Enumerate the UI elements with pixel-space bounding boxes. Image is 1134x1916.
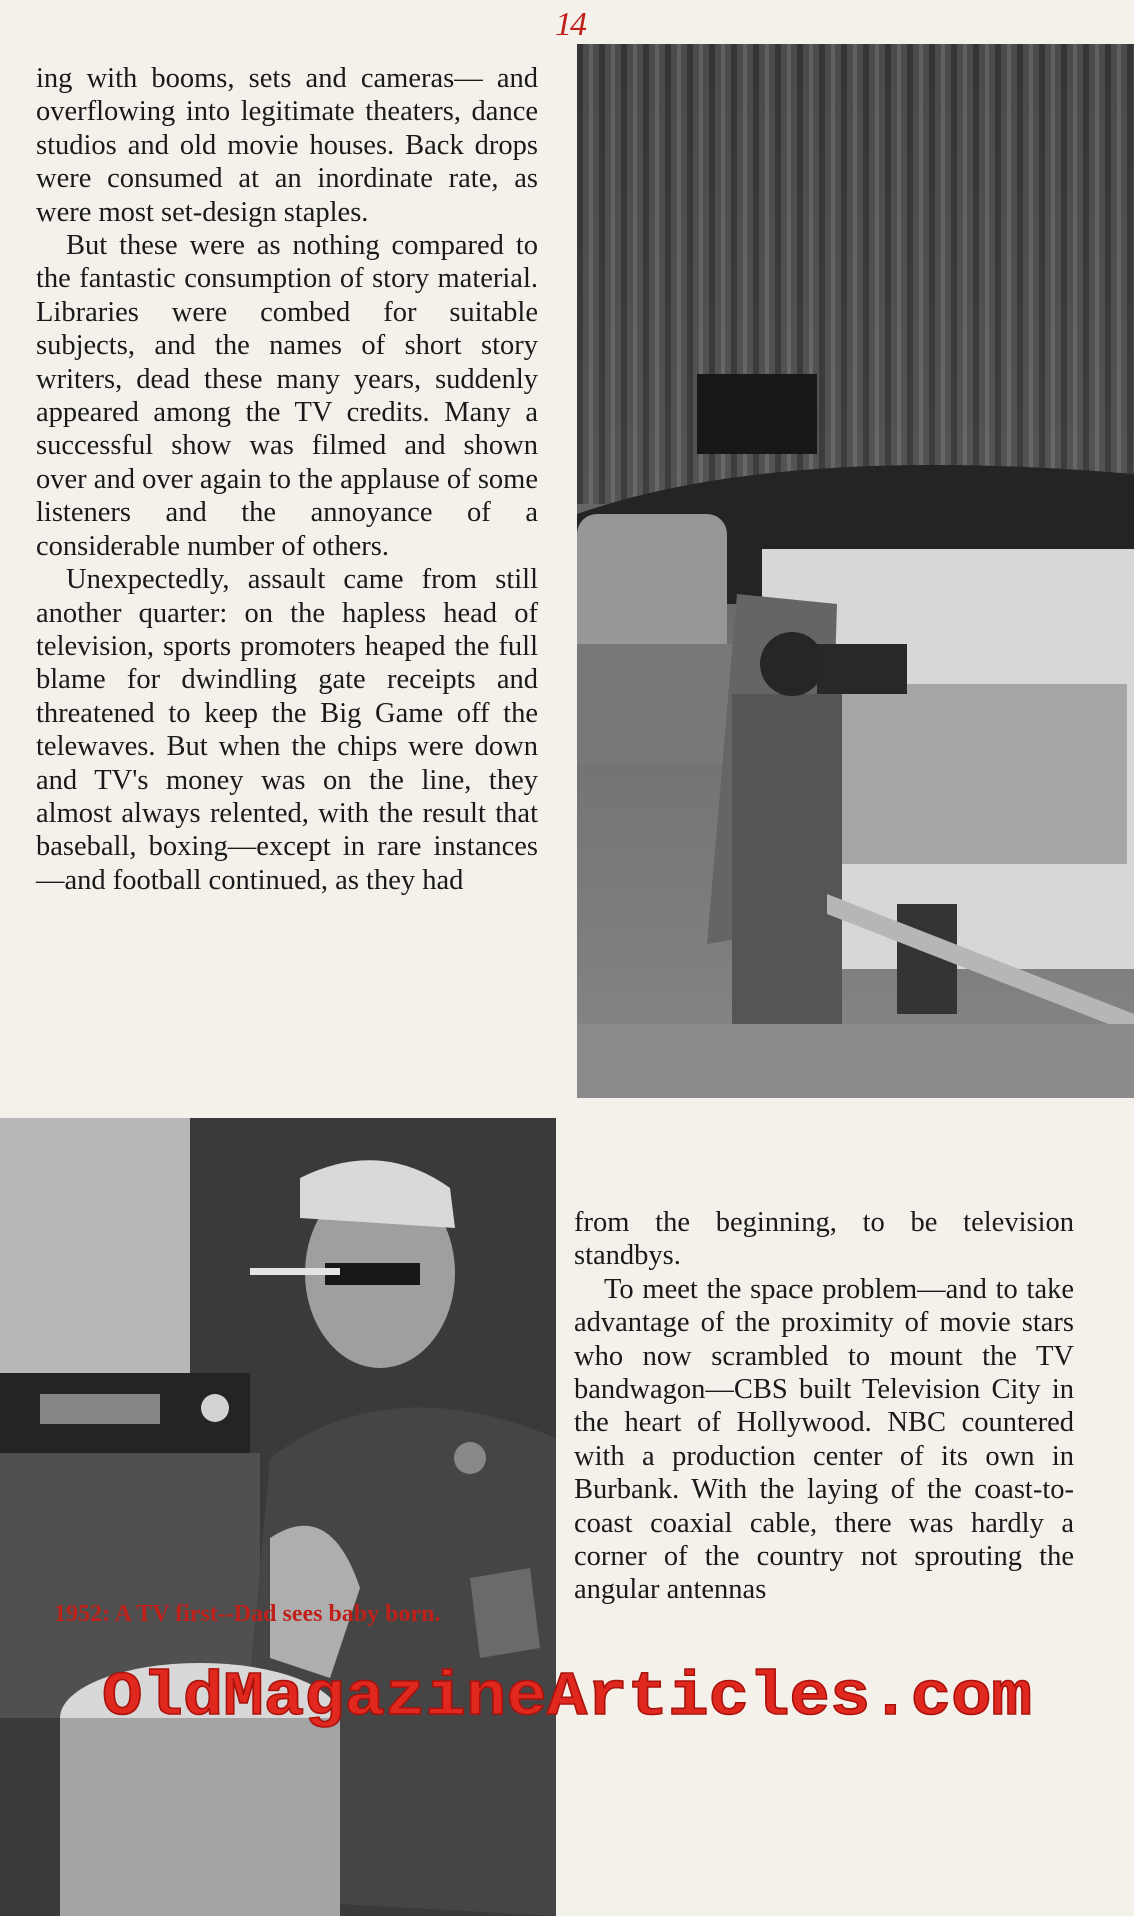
article-paragraph: But these were as nothing compared to the fantastic consumption of story material. Libraries were combed for suitable subjects, and the names of short story writers, dead these many years, suddenly appeared among the TV credits. Many a successful show was filmed and shown over and over again to the applause of some listeners and the annoyance of a considerable number of others. [36,230,538,562]
photo-caption: 1952: A TV first--Dad sees baby born. [54,1601,441,1627]
tv-studio-camera-photo [577,44,1134,1098]
article-paragraph: ing with booms, sets and cameras— and overflowing into legitimate theaters, dance studios and old movie houses. Back drops were consumed at an inordinate rate, as were most set-design staples. [36,63,538,228]
article-paragraph: from the beginning, to be television standbys. [574,1207,1074,1272]
watermark-text: OldMagazineArticles.com [102,1662,1032,1732]
article-column-bottom [574,1206,1074,1607]
page-number: 14 [555,6,585,43]
article-column-top [36,62,538,897]
soldier-watching-tv-photo [0,1118,556,1916]
site-watermark [0,1650,1134,1732]
article-paragraph: To meet the space problem—and to take advantage of the proximity of movie stars who now scrambled to mount the TV bandwagon—CBS built Television City in the heart of Hollywood. NBC countered with a production center of its own in Burbank. With the laying of the coast-to-coast coaxial cable, there was hardly a corner of the country not sprouting the angular antennas [574,1273,1074,1606]
article-paragraph: Unexpectedly, assault came from still another quarter: on the hapless head of television, sports promoters heaped the full blame for dwindling gate receipts and threatened to keep the Big Game off the telewaves. But when the chips were down and TV's money was on the line, they almost always relented, with the result that baseball, boxing—except in rare instances—and football continued, as they had [36,564,538,896]
